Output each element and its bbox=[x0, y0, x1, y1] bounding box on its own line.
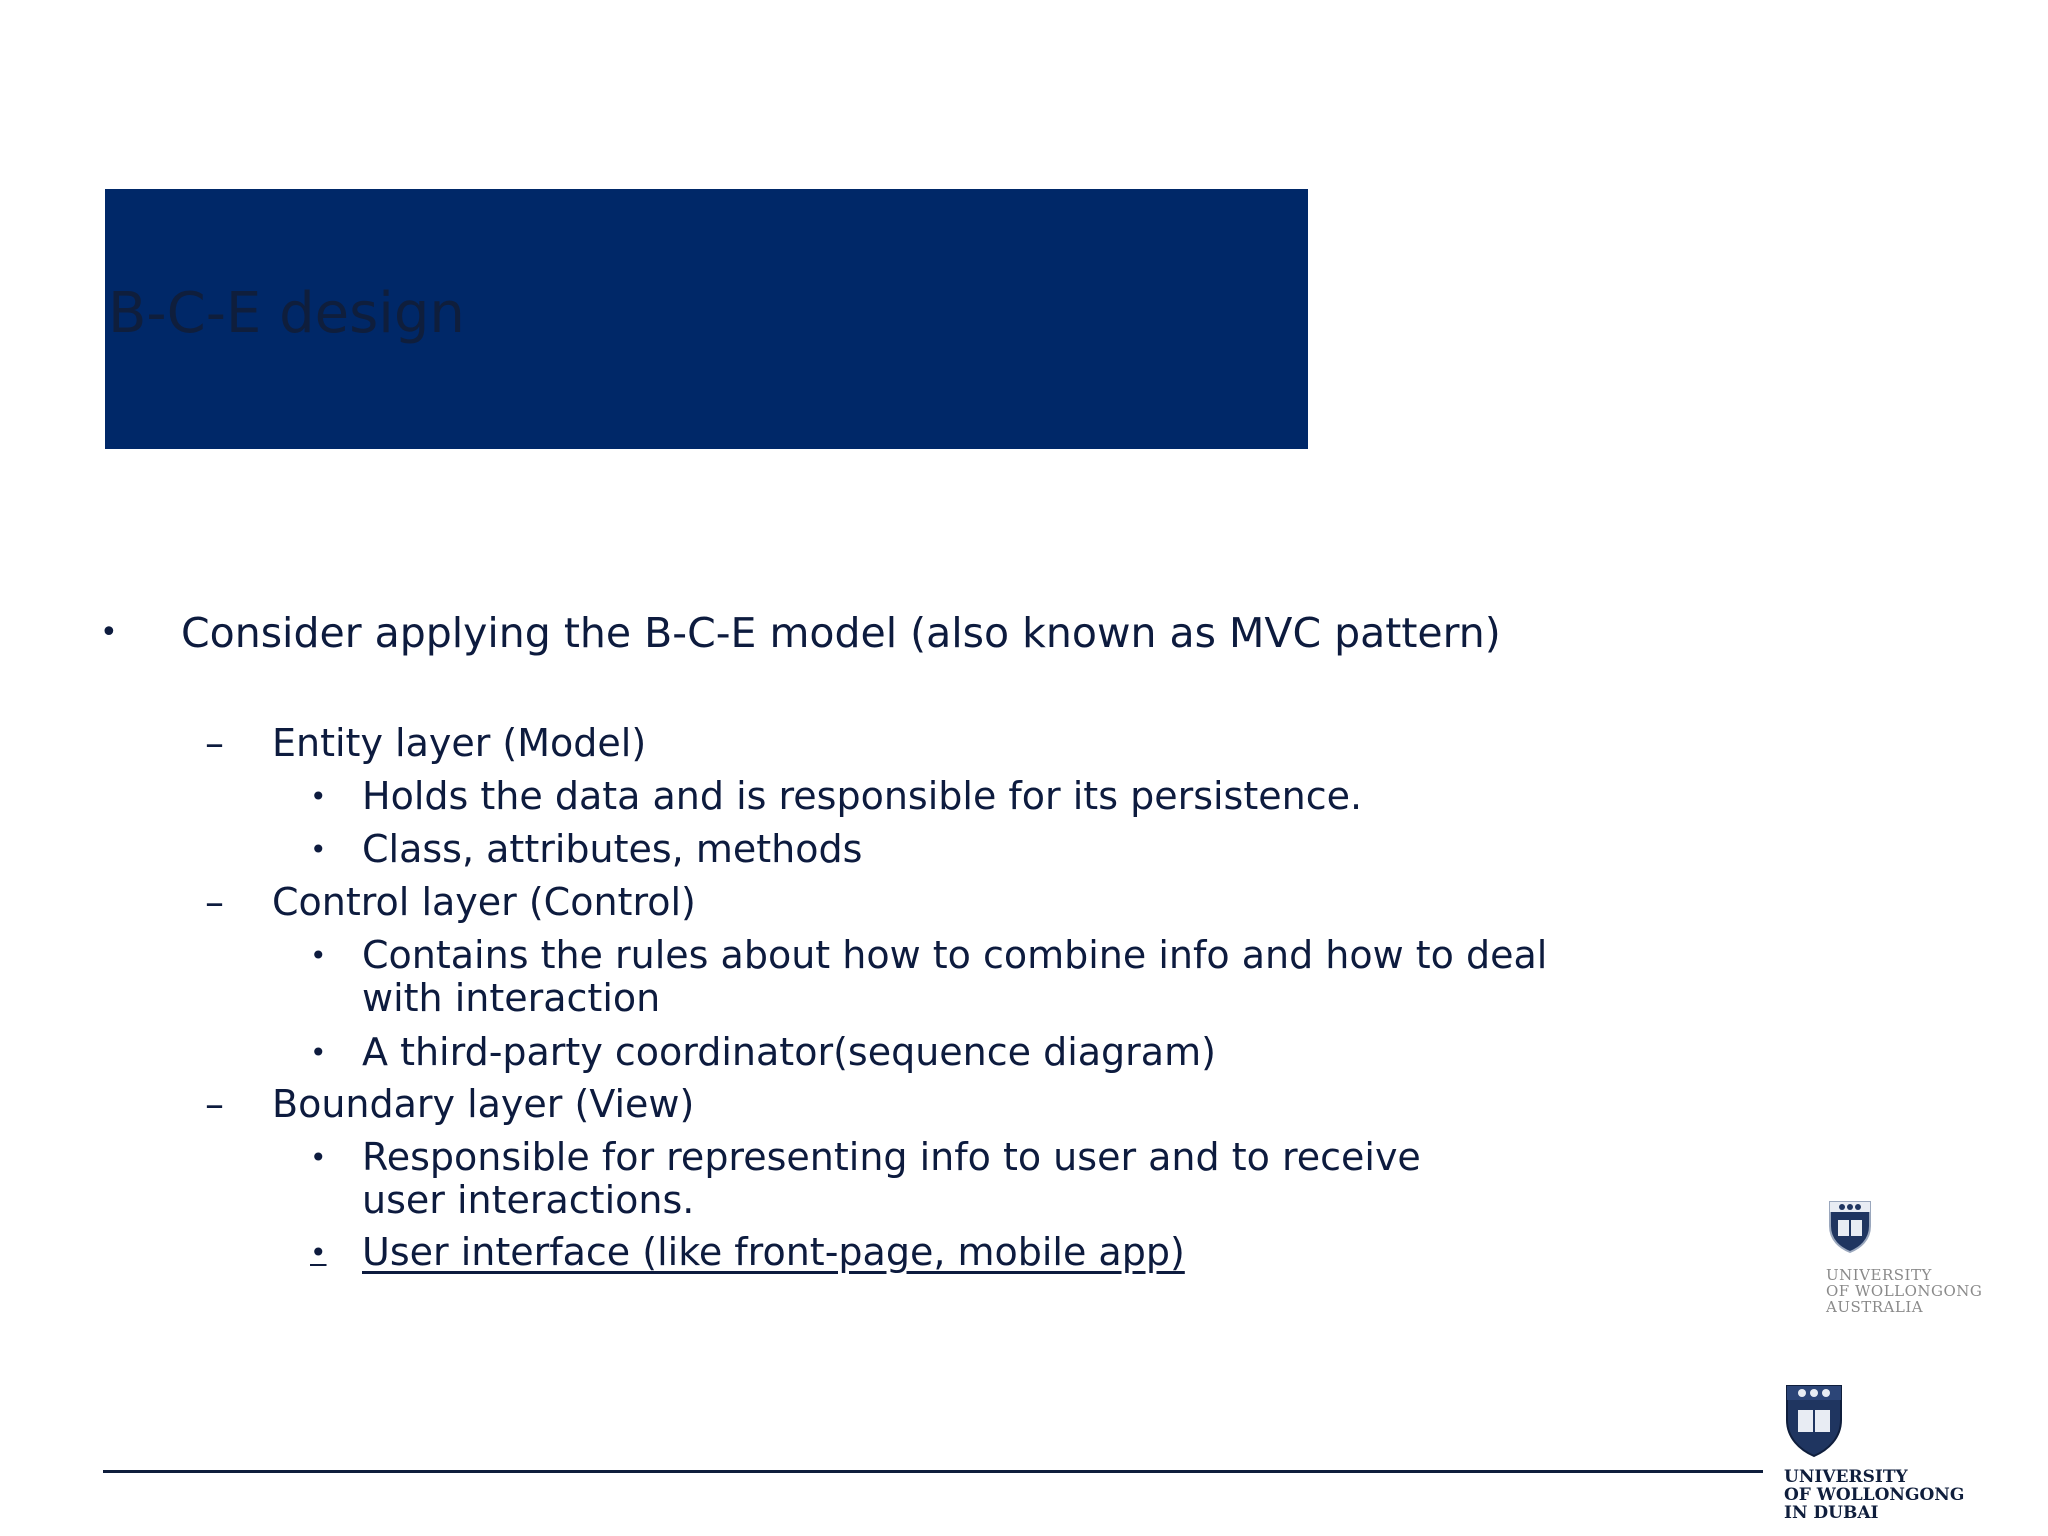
slide-title: B-C-E design bbox=[108, 281, 465, 346]
logo-australia: UNIVERSITY OF WOLLONGONG AUSTRALIA bbox=[1826, 1266, 1983, 1316]
bullet-icon: • bbox=[310, 1141, 327, 1174]
main-bullet-text: Consider applying the B-C-E model (also known as MVC pattern) bbox=[181, 609, 1501, 657]
bullet-icon: • bbox=[310, 780, 327, 813]
bullet-icon: • bbox=[100, 615, 118, 650]
footer-divider bbox=[103, 1470, 1763, 1473]
dash-icon: – bbox=[205, 880, 224, 924]
logo-dubai: UNIVERSITY OF WOLLONGONG IN DUBAI bbox=[1784, 1467, 1965, 1523]
bullet-icon: • bbox=[310, 939, 327, 972]
university-crest-icon bbox=[1827, 1196, 1873, 1254]
bullet-icon: • bbox=[310, 833, 327, 866]
dash-icon: – bbox=[205, 721, 224, 765]
bullet-icon: • bbox=[310, 1236, 327, 1269]
bullet-icon: • bbox=[310, 1036, 327, 1069]
dash-icon: – bbox=[205, 1082, 224, 1126]
university-crest-icon bbox=[1784, 1380, 1844, 1458]
user-interface-link[interactable]: User interface (like front-page, mobile app) bbox=[362, 1230, 1185, 1274]
